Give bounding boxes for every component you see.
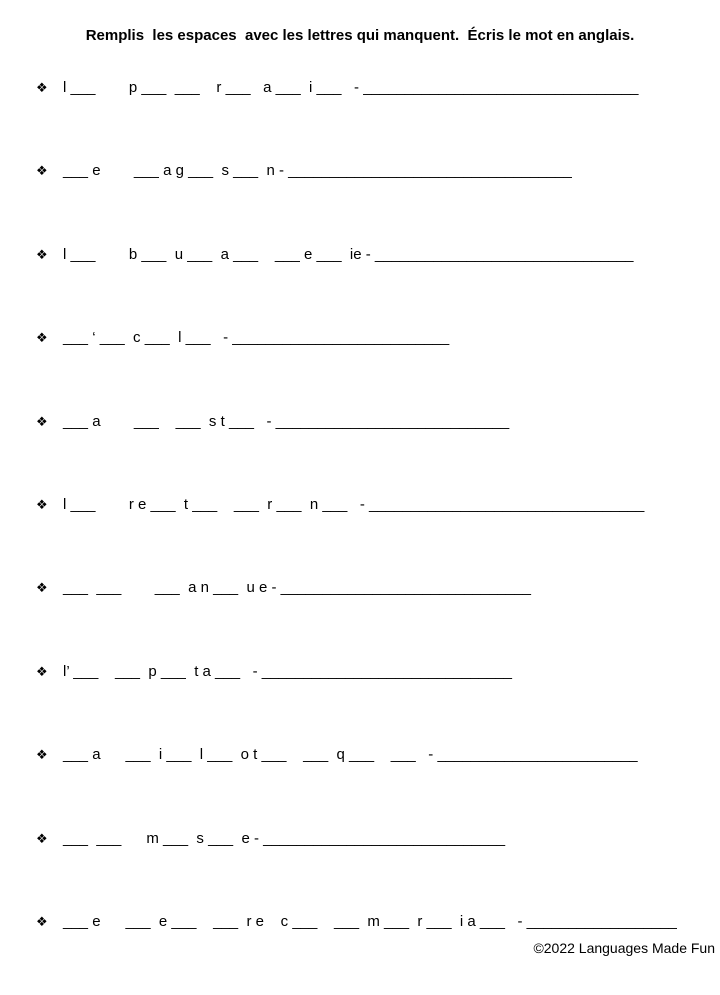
worksheet-items bbox=[0, 78, 720, 995]
worksheet-item bbox=[36, 578, 720, 661]
diamond-bullet-icon: ❖ bbox=[36, 497, 48, 513]
worksheet-item bbox=[36, 161, 720, 244]
item-prompt: l’ ___ ___ p ___ t a ___ - bbox=[63, 662, 262, 680]
item-prompt: ___ a ___ i ___ l ___ o t ___ ___ q ___ ___ - bbox=[63, 746, 438, 764]
item-prompt: ___ ‘ ___ c ___ l ___ - bbox=[63, 329, 233, 347]
answer-blank-line: __________________________________ bbox=[288, 162, 572, 180]
answer-blank-line: _____________________________ bbox=[263, 829, 506, 847]
diamond-bullet-icon: ❖ bbox=[36, 581, 48, 597]
answer-blank-line: ______________________________ bbox=[280, 579, 531, 597]
item-prompt: ___ e ___ a g ___ s ___ n - bbox=[63, 162, 289, 180]
answer-blank-line: _________________________________ bbox=[363, 79, 639, 96]
item-prompt: l ___ b ___ u ___ a ___ ___ e ___ ie - bbox=[63, 245, 375, 263]
answer-blank-line: _________________________________ bbox=[369, 495, 645, 513]
item-prompt: l ___ p ___ ___ r ___ a ___ i ___ - bbox=[63, 79, 364, 96]
diamond-bullet-icon: ❖ bbox=[36, 664, 48, 680]
worksheet-item bbox=[36, 745, 720, 828]
item-prompt: l ___ r e ___ t ___ ___ r ___ n ___ - bbox=[63, 495, 370, 513]
item-prompt: ___ e ___ e ___ ___ r e c ___ ___ m ___ r ___ i a ___ - bbox=[63, 912, 527, 930]
diamond-bullet-icon: ❖ bbox=[36, 748, 48, 764]
worksheet-item bbox=[36, 245, 720, 328]
diamond-bullet-icon: ❖ bbox=[36, 414, 48, 430]
answer-blank-line: ____________________________ bbox=[275, 412, 510, 430]
answer-blank-line: __________________ bbox=[526, 912, 677, 930]
worksheet-item bbox=[36, 829, 720, 912]
item-prompt: ___ ___ ___ a n ___ u e - bbox=[63, 579, 281, 597]
diamond-bullet-icon: ❖ bbox=[36, 831, 48, 847]
diamond-bullet-icon: ❖ bbox=[36, 914, 48, 930]
answer-blank-line: ________________________ bbox=[437, 746, 638, 764]
worksheet-title: Remplis les espaces avec les lettres qui manquent. Écris le mot en anglais. bbox=[85, 27, 635, 44]
answer-blank-line: _______________________________ bbox=[374, 245, 634, 263]
diamond-bullet-icon: ❖ bbox=[36, 81, 48, 96]
diamond-bullet-icon: ❖ bbox=[36, 247, 48, 263]
answer-blank-line: __________________________ bbox=[232, 329, 450, 347]
item-prompt: ___ a ___ ___ s t ___ - bbox=[63, 412, 276, 430]
diamond-bullet-icon: ❖ bbox=[36, 331, 48, 347]
item-prompt: ___ ___ m ___ s ___ e - bbox=[63, 829, 264, 847]
diamond-bullet-icon: ❖ bbox=[36, 164, 48, 180]
worksheet-item bbox=[36, 662, 720, 745]
worksheet-item bbox=[36, 328, 720, 411]
worksheet-item bbox=[36, 495, 720, 578]
worksheet-item bbox=[36, 412, 720, 495]
answer-blank-line: ______________________________ bbox=[261, 662, 513, 680]
copyright-footer: ©2022 Languages Made Fun bbox=[533, 940, 715, 956]
worksheet-item bbox=[36, 78, 720, 161]
